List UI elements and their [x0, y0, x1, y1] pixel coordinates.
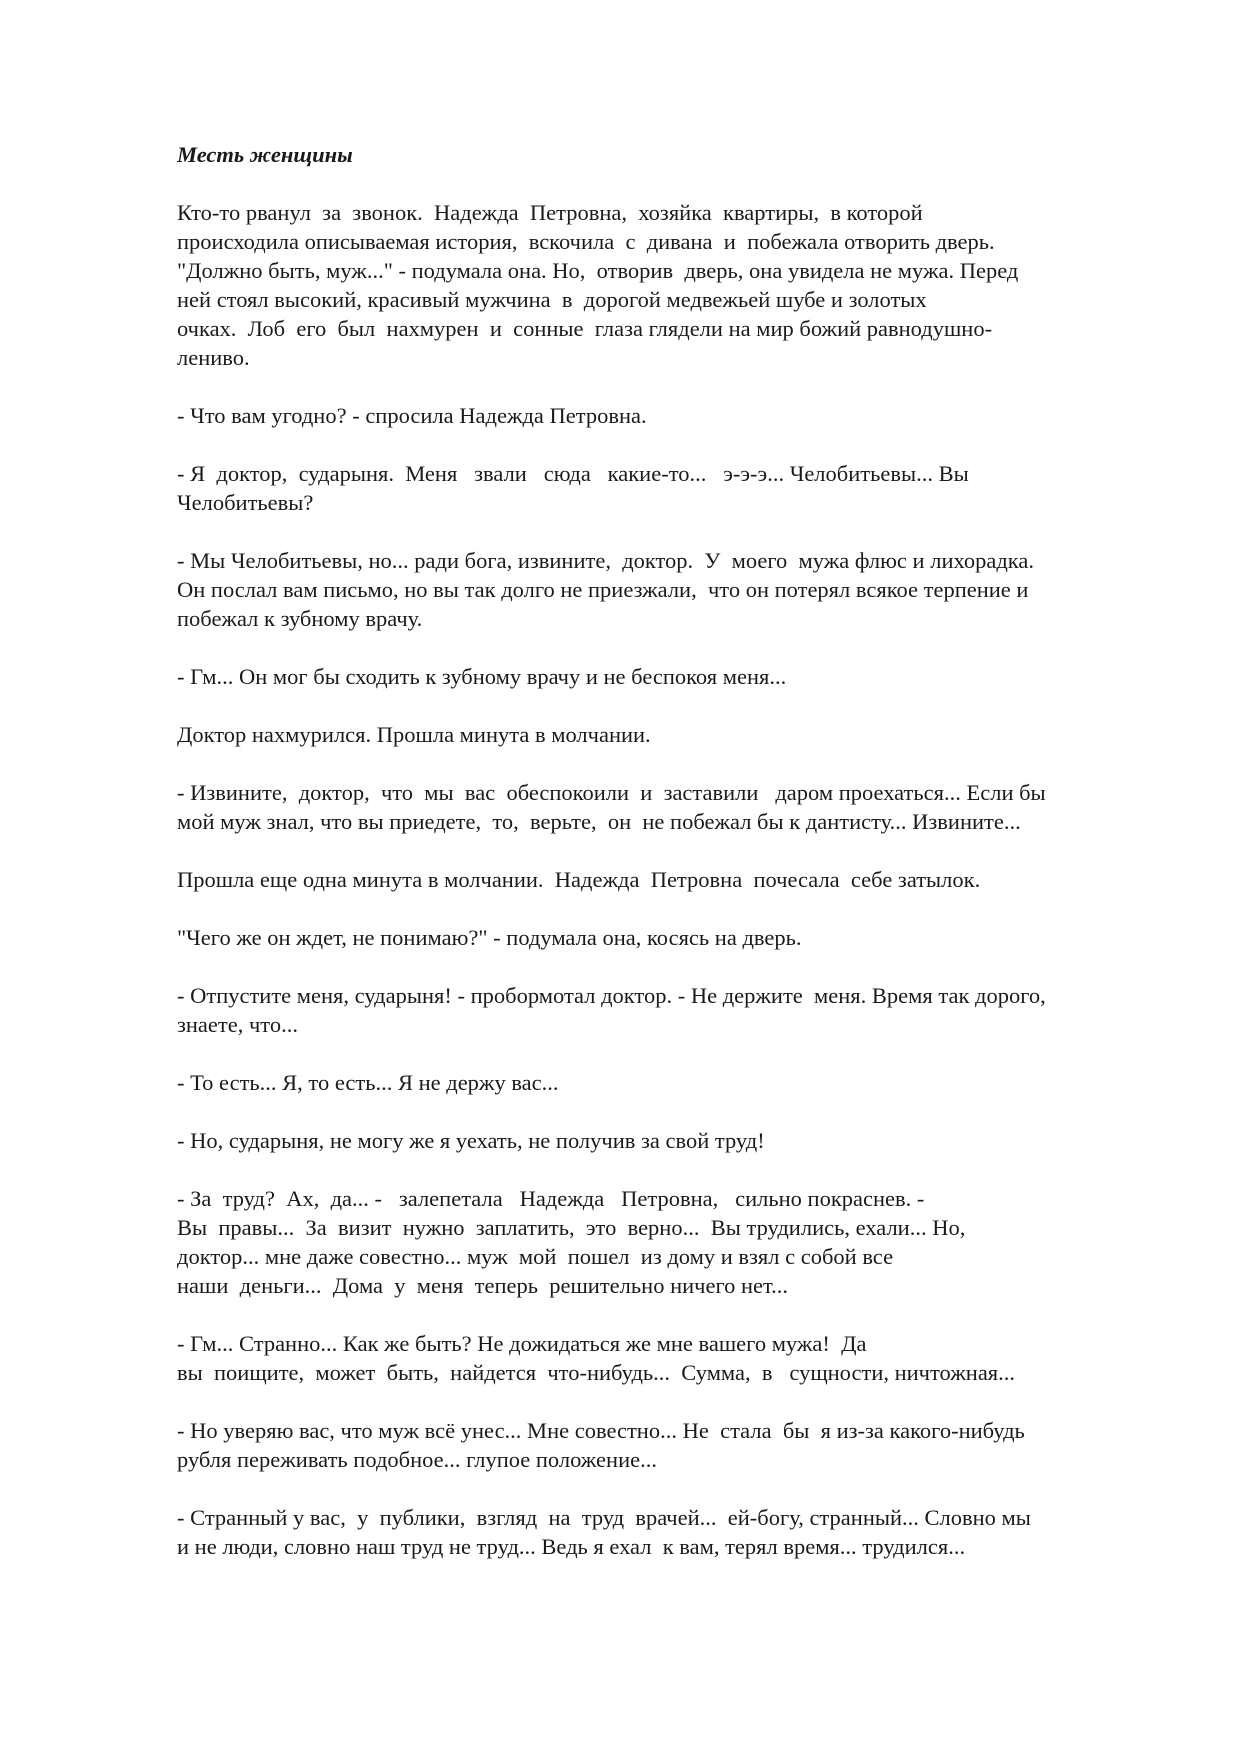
text-line: - Отпустите меня, сударыня! - пробормотал доктор. - Не держите меня. Время так дорого, [177, 983, 1046, 1008]
text-line: наши деньги... Дома у меня теперь решительно ничего нет... [177, 1273, 789, 1298]
text-line: вы поищите, может быть, найдется что-нибудь... Сумма, в сущности, ничтожная... [177, 1360, 1016, 1385]
paragraph [177, 1503, 1167, 1561]
text-line: знаете, что... [177, 1012, 298, 1037]
text-line: лениво. [177, 345, 250, 370]
paragraph [177, 981, 1167, 1039]
paragraph [177, 1184, 1167, 1300]
text-line: - Гм... Странно... Как же быть? Не дожидаться же мне вашего мужа! Да [177, 1331, 867, 1356]
paragraph-list [177, 198, 1167, 1561]
text-line: очках. Лоб его был нахмурен и сонные глаза глядели на мир божий равнодушно- [177, 316, 993, 341]
paragraph [177, 865, 1167, 894]
text-line: побежал к зубному врачу. [177, 606, 423, 631]
text-line: рубля переживать подобное... глупое положение... [177, 1447, 657, 1472]
text-line: Челобитьевы? [177, 490, 314, 515]
text-line: - Гм... Он мог бы сходить к зубному врачу и не беспокоя меня... [177, 664, 787, 689]
text-line: происходила описываемая история, вскочила с дивана и побежала отворить дверь. [177, 229, 995, 254]
text-line: - За труд? Ах, да... - залепетала Надежда Петровна, сильно покраснев. - [177, 1186, 925, 1211]
paragraph [177, 401, 1167, 430]
paragraph [177, 198, 1167, 372]
paragraph [177, 1068, 1167, 1097]
text-line: "Должно быть, муж..." - подумала она. Но, отворив дверь, она увидела не мужа. Перед [177, 258, 1019, 283]
paragraph [177, 778, 1167, 836]
document-body [177, 140, 1167, 1590]
paragraph [177, 1329, 1167, 1387]
text-line: - Мы Челобитьевы, но... ради бога, извините, доктор. У моего мужа флюс и лихорадка. [177, 548, 1035, 573]
paragraph [177, 546, 1167, 633]
text-line: Он послал вам письмо, но вы так долго не приезжали, что он потерял всякое терпение и [177, 577, 1029, 602]
text-line: ней стоял высокий, красивый мужчина в дорогой медвежьей шубе и золотых [177, 287, 927, 312]
text-line: Доктор нахмурился. Прошла минута в молчании. [177, 722, 651, 747]
text-line: доктор... мне даже совестно... муж мой пошел из дому и взял с собой все [177, 1244, 894, 1269]
text-line: мой муж знал, что вы приедете, то, верьте, он не побежал бы к дантисту... Извините... [177, 809, 1021, 834]
document-title: Месть женщины [177, 142, 353, 167]
text-line: "Чего же он ждет, не понимаю?" - подумала она, косясь на дверь. [177, 925, 802, 950]
text-line: - Странный у вас, у публики, взгляд на труд врачей... ей-богу, странный... Словно мы [177, 1505, 1031, 1530]
text-line: - То есть... Я, то есть... Я не держу вас... [177, 1070, 559, 1095]
paragraph [177, 720, 1167, 749]
text-line: - Что вам угодно? - спросила Надежда Петровна. [177, 403, 647, 428]
text-line: Вы правы... За визит нужно заплатить, это верно... Вы трудились, ехали... Но, [177, 1215, 966, 1240]
text-line: - Но уверяю вас, что муж всё унес... Мне совестно... Не стала бы я из-за какого-нибудь [177, 1418, 1025, 1443]
paragraph [177, 923, 1167, 952]
text-line: - Я доктор, сударыня. Меня звали сюда какие-то... э-э-э... Челобитьевы... Вы [177, 461, 969, 486]
text-line: - Но, сударыня, не могу же я уехать, не получив за свой труд! [177, 1128, 765, 1153]
paragraph [177, 1416, 1167, 1474]
text-line: Прошла еще одна минута в молчании. Надежда Петровна почесала себе затылок. [177, 867, 981, 892]
text-line: Кто-то рванул за звонок. Надежда Петровна, хозяйка квартиры, в которой [177, 200, 923, 225]
paragraph [177, 459, 1167, 517]
text-line: - Извините, доктор, что мы вас обеспокоили и заставили даром проехаться... Если бы [177, 780, 1046, 805]
paragraph [177, 1126, 1167, 1155]
text-line: и не люди, словно наш труд не труд... Ведь я ехал к вам, терял время... трудился... [177, 1534, 966, 1559]
paragraph [177, 662, 1167, 691]
